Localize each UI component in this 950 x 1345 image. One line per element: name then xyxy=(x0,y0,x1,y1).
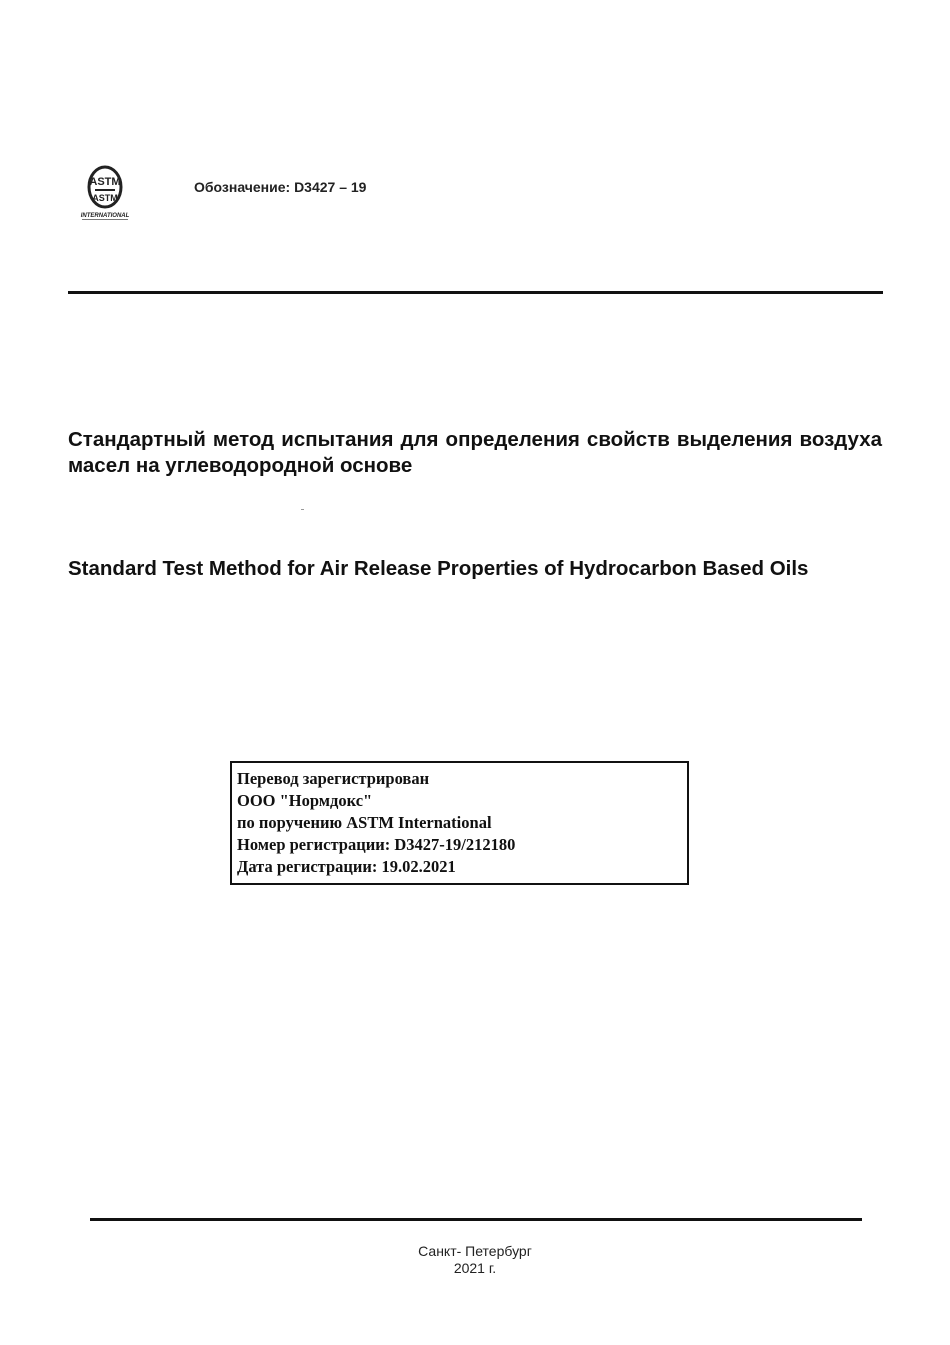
stamp-line: по поручению ASTM International xyxy=(237,813,492,832)
standard-designation: Обозначение: D3427 – 19 xyxy=(194,179,367,195)
logo-text-bottom: INTERNATIONAL xyxy=(80,213,130,219)
title-russian: Стандартный метод испытания для определения свойств выделения воздуха масел на углеводородной основе xyxy=(68,428,882,477)
registration-stamp xyxy=(230,761,689,885)
svg-text:ASTM: ASTM xyxy=(92,193,118,203)
astm-international-logo-icon xyxy=(78,165,132,221)
stamp-line: Перевод зарегистрирован xyxy=(237,769,430,788)
stamp-line: Номер регистрации: D3427-19/212180 xyxy=(237,835,516,854)
logo-text-top: ASTM xyxy=(89,176,121,188)
scan-artifact xyxy=(301,509,304,510)
title-english: Standard Test Method for Air Release Properties of Hydrocarbon Based Oils xyxy=(68,557,809,580)
footer-divider xyxy=(90,1218,862,1221)
stamp-line: ООО "Нормдокс" xyxy=(237,791,373,810)
stamp-line: Дата регистрации: 19.02.2021 xyxy=(237,857,456,876)
footer-year: 2021 г. xyxy=(453,1260,497,1276)
footer-city: Санкт- Петербург xyxy=(418,1243,532,1259)
header-divider xyxy=(68,291,883,294)
footer xyxy=(375,1243,575,1277)
